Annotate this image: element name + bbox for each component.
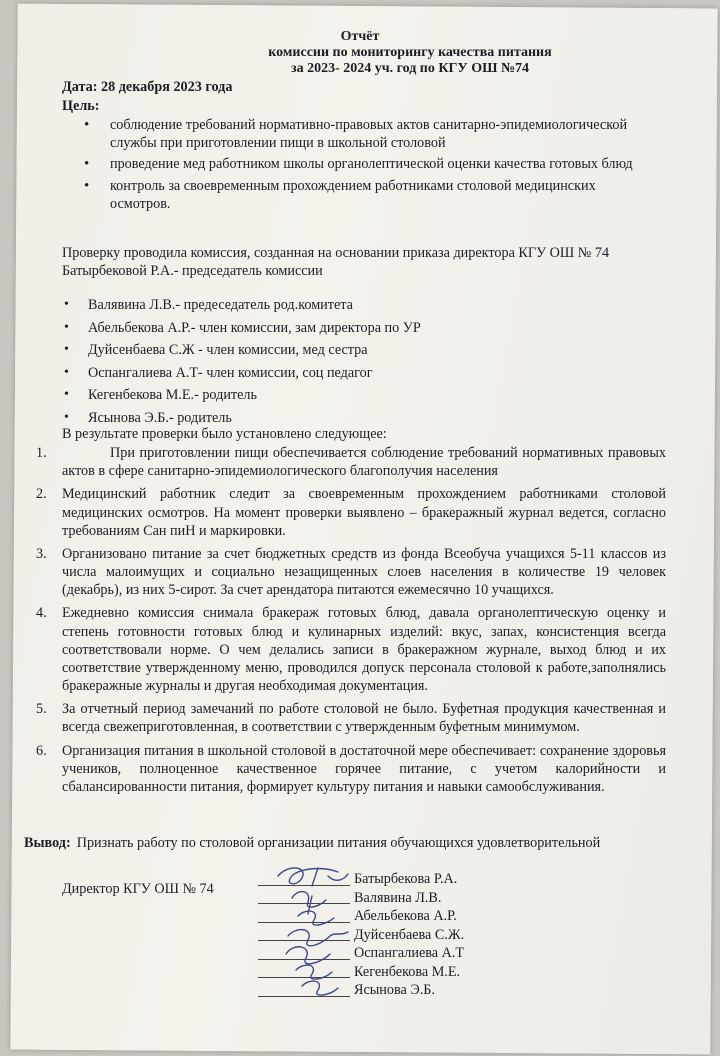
signatory-name: Валявина Л.В. — [354, 889, 442, 906]
member-item: • Ясынова Э.Б.- родитель — [62, 409, 622, 432]
findings-list — [28, 444, 666, 801]
signatory-name: Ясынова Э.Б. — [354, 982, 435, 998]
director-label: Директор КГУ ОШ № 74 — [62, 881, 214, 897]
finding-text: Организовано питание за счет бюджетных средств из фонда Всеобуча учащихся 5-11 классов из числа малоимущих и социально незащищенных слоев населения в количестве 19 человек (декабрь), из них 5-сирот. За счет арендатора питаются ежемесячно 10 учащихся. — [62, 545, 666, 599]
report-period: за 2023- 2024 уч. год по КГУ ОШ №74 — [290, 61, 530, 76]
finding-item — [28, 444, 666, 480]
handwritten-signatures — [268, 862, 368, 1002]
finding-item — [28, 742, 666, 797]
signatory-name: Оспангалиева А.Т — [354, 945, 465, 961]
finding-number: 1. — [36, 445, 47, 461]
conclusion — [24, 834, 684, 852]
signatory-name: Абельбекова А.Р. — [354, 908, 457, 924]
member-item: • Кегенбекова М.Е.- родитель — [62, 386, 622, 409]
signatory-name: Батырбекова Р.А. — [354, 871, 458, 887]
finding-text: При приготовлении пищи обеспечивается соблюдение требований нормативных правовых актов в сфере санитарно-эпидемиологического благополучия населения — [62, 445, 666, 480]
finding-text: Ежедневно комиссия снимала бракераж готовых блюд, давала органолептическую оценку и степень готовности готовых блюд и кулинарных изделий: вкус, запах, консистенция всегда соответствовали норме. О чем делались записи в бракеражном журнале, выход блюд и их соответствие утвержденному меню, проводился допуск персонала столовой к работе,заполнялись бракеражные журналы и другая необходимая документация. — [62, 605, 666, 695]
member-item: • Дуйсенбаева С.Ж - член комиссии, мед сестра — [62, 341, 622, 364]
signature-stroke — [288, 930, 348, 946]
commission-intro: Проверку проводила комиссия, созданная на основании приказа директора КГУ ОШ № 74 Батырбековой Р.А.- председатель комиссии — [62, 245, 610, 280]
result-intro: В результате проверки было установлено следующее: — [62, 426, 387, 442]
signature-stroke — [302, 981, 338, 995]
finding-item — [28, 485, 666, 540]
finding-text: Организация питания в школьной столовой в достаточной мере обеспечивает: сохранение здоровья учеников, полноценное качественное горячее питание, с учетом калорийности и сбалансированности питания, формирует культуру питания и навыки самообслуживания. — [62, 742, 666, 795]
finding-number: 3. — [36, 545, 47, 562]
report-date: Дата: 28 декабря 2023 года — [62, 79, 233, 95]
conclusion-label: Вывод: — [24, 835, 71, 851]
finding-number: 5. — [36, 701, 47, 718]
finding-number: 6. — [36, 742, 47, 759]
finding-item — [28, 545, 666, 600]
signatory-name: Дуйсенбаева С.Ж. — [354, 926, 465, 943]
signature-stroke — [296, 965, 332, 979]
report-title: Отчёт — [340, 29, 380, 44]
conclusion-text: Признать работу по столовой организации питания обучающихся удовлетворительной — [76, 835, 601, 851]
report-subtitle: комиссии по мониторингу качества питания — [268, 45, 552, 60]
finding-text: За отчетный период замечаний по работе столовой не было. Буфетная продукция качественная и всегда свежеприготовленная, в соответствии с утвержденным буфетным минимумом. — [62, 701, 666, 736]
members-list — [62, 296, 622, 431]
member-item: • Оспангалиева А.Т- член комиссии, соц педагог — [62, 364, 622, 387]
finding-number: 2. — [36, 486, 47, 503]
signature-stroke — [278, 868, 348, 886]
member-item: • Валявина Л.В.- предеседатель род.комитета — [62, 296, 622, 319]
goal-item: • проведение мед работником школы органолептической оценки качества готовых блюд — [80, 155, 650, 173]
finding-item — [28, 604, 666, 695]
goal-label: Цель: — [62, 98, 100, 114]
goals-list — [80, 116, 650, 216]
goal-item: • контроль за своевременным прохождением работниками столовой медицинских осмотров. — [80, 177, 650, 213]
goal-item: • соблюдение требований нормативно-правовых актов санитарно-эпидемиологической службы при приготовлении пищи в школьной столовой — [80, 116, 650, 152]
member-item: • Абельбекова А.Р.- член комиссии, зам директора по УР — [62, 319, 622, 342]
finding-item — [28, 700, 666, 736]
signatory-name: Кегенбекова М.Е. — [354, 963, 461, 980]
signature-stroke — [298, 911, 334, 925]
finding-text: Медицинский работник следит за своевременным прохождением работниками столовой медицинских осмотров. На момент проверки выявлено – бракеражный журнал ведется, согласно требованиям Сан пиН и маркировки. — [62, 486, 666, 539]
finding-number: 4. — [36, 605, 47, 622]
signature-stroke — [286, 947, 330, 964]
